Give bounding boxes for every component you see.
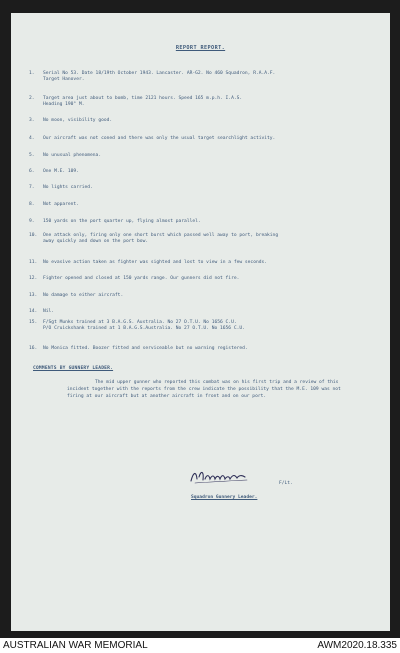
report-item-text: F/Sgt Munks trained at 3 B.A.G.S. Australia. No 27 O.T.U. No 1656 C.U. P/O Cruickshank trained at 1 B.A.G.S.Australia. No 27 O.T.U. No 1656 C.U. [43, 320, 245, 332]
footer-source: AUSTRALIAN WAR MEMORIAL [3, 640, 148, 651]
footer-accession-number: AWM2020.18.335 [317, 640, 397, 651]
report-item-number: 11. [29, 260, 38, 265]
report-item-text: Serial No 53. Date 18/19th October 1943. Lancaster. AR-G2. No 460 Squadron, R.A.A.F. Target Hanover. [43, 71, 276, 83]
combat-report [11, 13, 390, 631]
report-item-text: Fighter opened and closed at 150 yards range. Our gunners did not fire. [43, 276, 240, 281]
report-item-text: No damage to either aircraft. [43, 293, 124, 298]
report-item-number: 8. [29, 202, 35, 207]
document-page [11, 13, 390, 631]
comments-heading: COMMENTS BY GUNNERY LEADER. [33, 366, 114, 371]
report-item-text: One M.E. 109. [43, 169, 79, 174]
report-item-text: No moon, visibility good. [43, 118, 113, 123]
report-item-text: Target area just about to bomb, time 2121 hours. Speed 165 m.p.h. I.A.S. Heading 190° M. [43, 96, 243, 108]
report-item-number: 15. [29, 320, 38, 325]
report-item-number: 13. [29, 293, 38, 298]
report-item-text: 150 yards on the port quarter up, flying almost parallel. [43, 219, 201, 224]
report-item-number: 5. [29, 153, 35, 158]
report-item-text: No Monica fitted. Boozer fitted and serviceable but no warning registered. [43, 346, 248, 351]
report-item-text: Our aircraft was not coned and there was only the usual target searchlight activity. [43, 136, 276, 141]
report-item-number: 16. [29, 346, 38, 351]
report-item-number: 4. [29, 136, 35, 141]
handwritten-signature [187, 465, 267, 487]
report-item-number: 9. [29, 219, 35, 224]
comments-body: The mid upper gunner who reported this combat was on his first trip and a review of this incident together with the reports from the crew indicate the possibility that the M.E. 109 was not firing at our aircraft but at another aircraft in front and on our port. [67, 380, 341, 399]
report-item-text: One attack only, firing only one short burst which passed well away to port, breaking away quickly and down on the port bow. [43, 233, 279, 245]
report-item-number: 6. [29, 169, 35, 174]
footer [0, 638, 400, 653]
report-item-number: 1. [29, 71, 35, 76]
report-item-number: 12. [29, 276, 38, 281]
report-title: REPORT REPORT. [175, 45, 226, 51]
report-item-number: 14. [29, 309, 38, 314]
report-item-text: Not apparent. [43, 202, 79, 207]
report-item-text: Nil. [43, 309, 55, 314]
report-item-text: No lights carried. [43, 185, 93, 190]
signature-rank: F/Lt. [279, 481, 293, 486]
report-item-number: 7. [29, 185, 35, 190]
signature-title: Squadron Gunnery Leader. [191, 495, 258, 500]
report-item-number: 10. [29, 233, 38, 238]
report-item-number: 2. [29, 96, 35, 101]
report-item-text: No evasive action taken as fighter was sighted and lost to view in a few seconds. [43, 260, 268, 265]
report-item-number: 3. [29, 118, 35, 123]
report-item-text: No unusual phenomena. [43, 153, 102, 158]
